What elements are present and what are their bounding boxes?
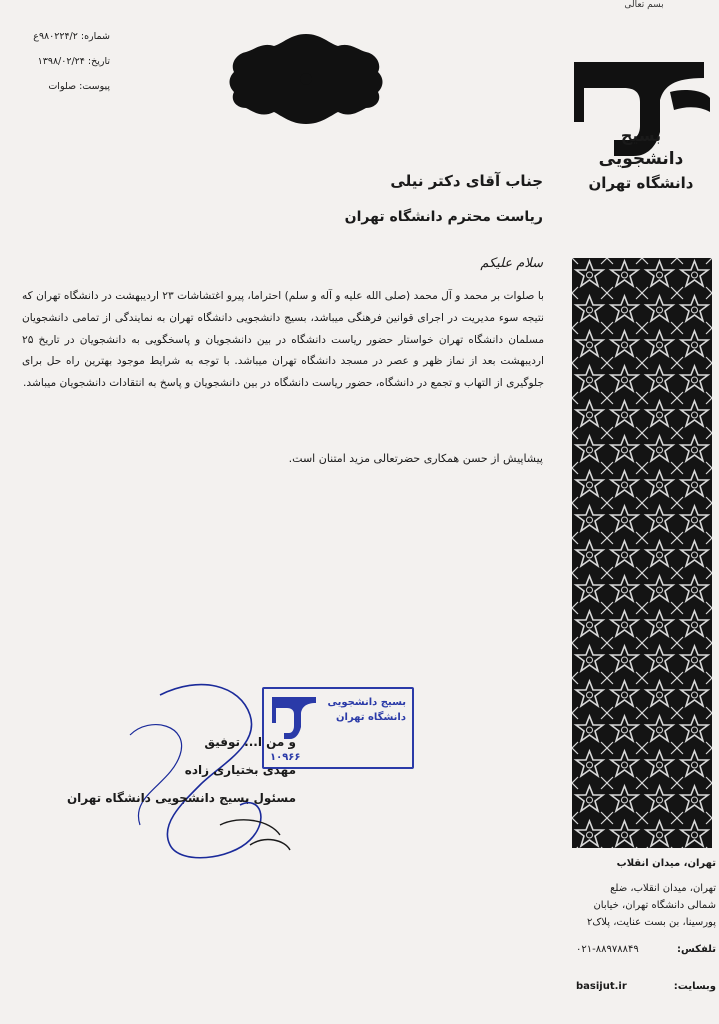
stamp-line-2: دانشگاه تهران	[336, 712, 406, 723]
phone-number: ۰۲۱-۸۸۹۷۸۸۴۹	[576, 944, 639, 955]
signature-line-1: و من ا... توفیق	[204, 735, 296, 749]
letter-number: شماره: ۹۸۰۲۲۴/۲ع	[33, 31, 110, 42]
brand-line-1: بسیج	[620, 126, 662, 145]
signature-line-2: مهدی بختیاری زاده	[184, 763, 296, 777]
letter-attachment: پیوست: صلوات	[48, 81, 110, 92]
address-line-1: تهران، میدان انقلاب، ضلع	[610, 883, 716, 894]
stamp-number: ۱۰۹۶۶	[270, 752, 301, 763]
letter-date: تاریخ: ۱۳۹۸/۰۲/۲۴	[37, 56, 110, 67]
address-line-2: شمالی دانشگاه تهران، خیابان	[593, 900, 716, 911]
signature-block	[66, 728, 296, 812]
banner-caption: بسم تعالی	[624, 0, 664, 10]
addressee-name: جناب آقای دکتر نیلی	[390, 172, 543, 190]
address-title: تهران، میدان انقلاب	[616, 858, 716, 869]
ornament-icon	[226, 28, 386, 128]
website-label: وبسایت:	[673, 981, 716, 992]
greeting: سلام علیکم	[480, 256, 543, 271]
website-link[interactable]: basijut.ir	[576, 981, 627, 992]
contact-footer	[576, 855, 716, 995]
brand-line-3: دانشگاه تهران	[588, 174, 694, 192]
signature-line-3: مسئول بسیج دانشجویی دانشگاه تهران	[66, 791, 296, 805]
banner-brand	[566, 125, 716, 195]
addressee-title: ریاست محترم دانشگاه تهران	[344, 209, 543, 225]
phone-label: تلفکس:	[677, 944, 716, 955]
side-banner	[558, 0, 719, 855]
geometric-pattern-icon	[572, 258, 712, 848]
letter-body: با صلوات بر محمد و آل محمد (صلی الله علیه و آله و سلم) احتراما، پیرو اغتشاشات ۲۳ اردیبهشت در دانشگاه تهران که نتیجه سوء مدیریت در اجرای قوانین فرهنگی میباشد، بسیج دانشجویی دانشگاه تهران به نمایندگی از تمامی دانشجویان مسلمان دانشگاه تهران خواستار حضور ریاست دانشگاه در بین دانشجویان و پاسخگویی به دانشجویان در تاریخ ۲۵ اردیبهشت بعد از نماز ظهر و عصر در مسجد دانشگاه تهران میباشد. با توجه به شرایط موجود بهترین راه حل برای جلوگیری از التهاب و تجمع در دانشگاه، حضور ریاست دانشگاه در بین دانشجویان و پاسخ به انتقادات دانشجویان میباشد.	[22, 290, 544, 390]
brand-line-2: دانشجویی	[598, 149, 684, 169]
stamp-text	[318, 695, 406, 725]
address-line-3: پورسینا، بن بست عنایت، پلاک۲	[586, 917, 716, 928]
stamp-line-1: بسیج دانشجویی	[327, 697, 406, 708]
letter-meta	[10, 24, 110, 99]
closing-line: پیشاپیش از حسن همکاری حضرتعالی مزید امتنان است.	[288, 452, 543, 465]
addressee	[345, 170, 543, 228]
